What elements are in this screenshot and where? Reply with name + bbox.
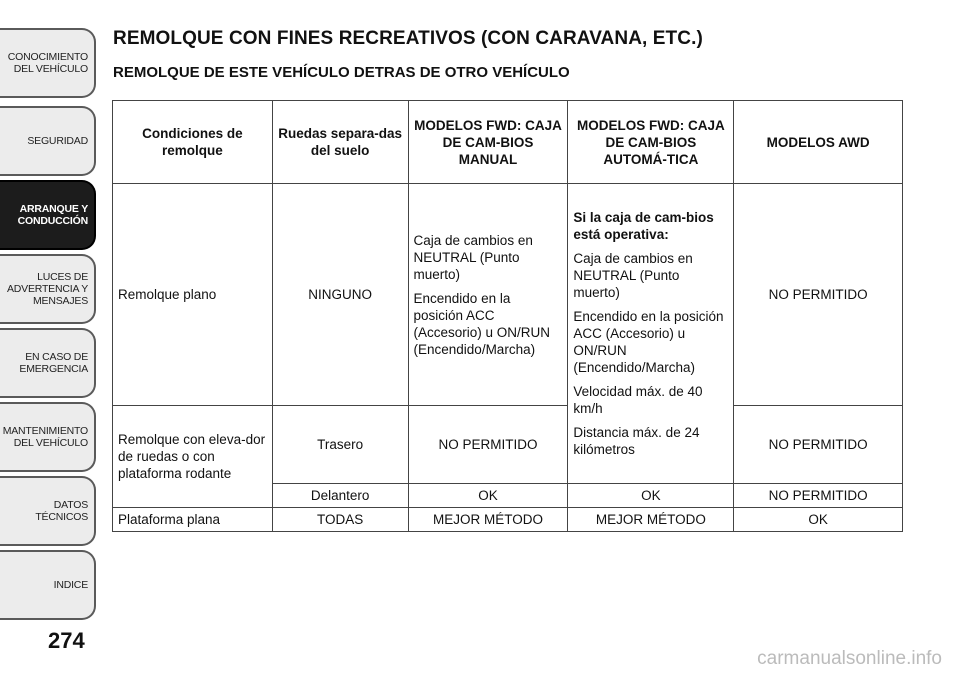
section-subtitle: REMOLQUE DE ESTE VEHÍCULO DETRAS DE OTRO VEHÍCULO (113, 64, 570, 81)
cell-fwd-auto-front: OK (568, 484, 734, 508)
cell-wheels-rear: Trasero (272, 406, 408, 484)
header-ruedas: Ruedas separa-das del suelo (272, 101, 408, 184)
cell-text: Velocidad máx. de 40 km/h (573, 384, 703, 416)
cell-awd-front: NO PERMITIDO (734, 484, 903, 508)
tab-en-caso-de-emergencia[interactable]: EN CASO DE EMERGENCIA (0, 328, 96, 398)
tab-luces-de-advertencia[interactable]: LUCES DE ADVERTENCIA Y MENSAJES (0, 254, 96, 324)
table-header-row (113, 101, 903, 184)
header-fwd-manual: MODELOS FWD: CAJA DE CAM-BIOS MANUAL (408, 101, 568, 184)
cell-awd-platform: OK (734, 508, 903, 532)
cell-condition-platform: Plataforma plana (113, 508, 273, 532)
towing-table (112, 100, 903, 532)
cell-condition-flat: Remolque plano (113, 184, 273, 406)
cell-text: Caja de cambios en NEUTRAL (Punto muerto) (413, 232, 533, 282)
cell-fwd-auto-platform: MEJOR MÉTODO (568, 508, 734, 532)
cell-wheels-platform: TODAS (272, 508, 408, 532)
cell-condition-dolly: Remolque con eleva-dor de ruedas o con plataforma rodante (113, 406, 273, 508)
tab-indice[interactable]: INDICE (0, 550, 96, 620)
tab-datos-tecnicos[interactable]: DATOS TÉCNICOS (0, 476, 96, 546)
cell-text: Encendido en la posición ACC (Accesorio) u ON/RUN (Encendido/Marcha) (573, 309, 724, 375)
cell-fwd-manual-rear: NO PERMITIDO (408, 406, 568, 484)
cell-fwd-manual-flat (408, 184, 568, 406)
tab-seguridad[interactable]: SEGURIDAD (0, 106, 96, 176)
tab-arranque-y-conduccion[interactable]: ARRANQUE Y CONDUCCIÓN (0, 180, 96, 250)
table-row (113, 508, 903, 532)
cell-fwd-manual-platform: MEJOR MÉTODO (408, 508, 568, 532)
cell-wheels-front: Delantero (272, 484, 408, 508)
cell-wheels-flat: NINGUNO (272, 184, 408, 406)
cell-fwd-auto-merged (568, 184, 734, 484)
cell-heading: Si la caja de cam-bios está operativa: (573, 210, 714, 242)
table-row (113, 184, 903, 406)
tab-conocimiento-del-vehiculo[interactable]: CONOCIMIENTO DEL VEHÍCULO (0, 28, 96, 98)
cell-text: Caja de cambios en NEUTRAL (Punto muerto) (573, 251, 693, 300)
cell-awd-rear: NO PERMITIDO (734, 406, 903, 484)
header-awd: MODELOS AWD (734, 101, 903, 184)
cell-fwd-manual-front: OK (408, 484, 568, 508)
table-row (113, 406, 903, 484)
tab-mantenimiento-del-vehiculo[interactable]: MANTENIMIENTO DEL VEHÍCULO (0, 402, 96, 472)
cell-awd-flat: NO PERMITIDO (734, 184, 903, 406)
watermark: carmanualsonline.info (757, 648, 942, 669)
page-title: REMOLQUE CON FINES RECREATIVOS (CON CARAVANA, ETC.) (113, 28, 703, 49)
page-number: 274 (48, 628, 85, 653)
header-fwd-automatica: MODELOS FWD: CAJA DE CAM-BIOS AUTOMÁ-TICA (568, 101, 734, 184)
cell-text: Distancia máx. de 24 kilómetros (573, 425, 700, 457)
header-condiciones: Condiciones de remolque (113, 101, 273, 184)
cell-text: Encendido en la posición ACC (Accesorio) u ON/RUN (Encendido/Marcha) (413, 290, 551, 357)
